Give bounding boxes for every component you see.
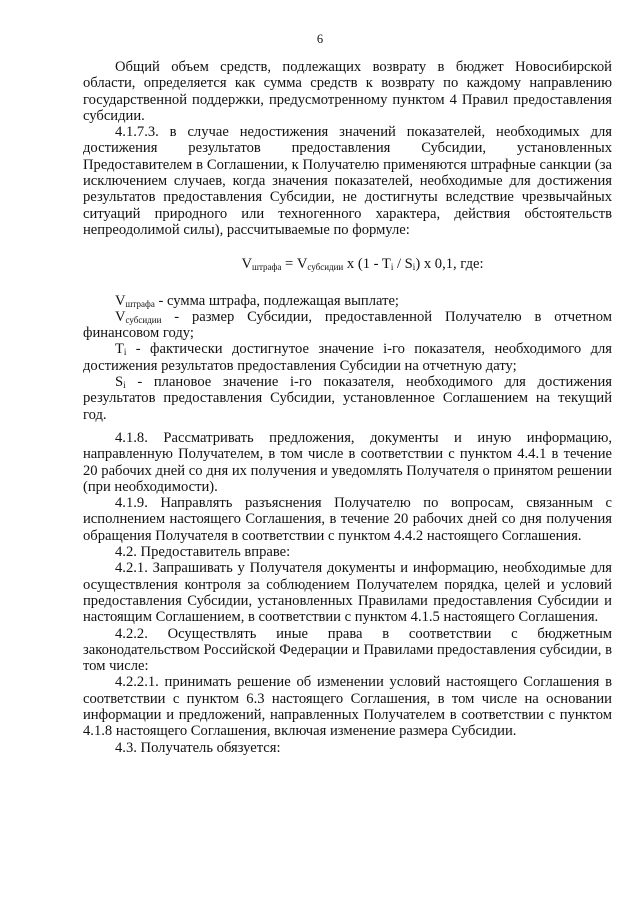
formula-slash: / S [393, 256, 413, 273]
def-s-text: - плановое значение i-го показателя, необходимого для достижения результатов предоставления Субсидии, установленное Соглашением на текущий год. [83, 374, 612, 423]
formula-v: V [241, 256, 253, 273]
section-gap [83, 423, 612, 430]
def-s-sub: i [123, 380, 126, 391]
definition-t: $T_i$ - фактически достигнутое значение i-го показателя, необходимого для достижения результатов предоставления Субсидии на отчетную дату; [83, 341, 612, 374]
document-body [83, 59, 612, 756]
def-t-sub: i [123, 347, 127, 358]
formula-v2: V [296, 256, 308, 273]
formula-sub-si: i [412, 262, 416, 273]
paragraph-4-2-1: 4.2.1. Запрашивать у Получателя документы и информацию, необходимые для осуществления контроля за соблюдением Получателем порядка, целей и условий предоставления Субсидии, установленных Правилами предоставления Субсидии и настоящим Соглашением, в соответствии с пунктом 4.1.5 настоящего Соглашения. [83, 560, 612, 626]
paragraph-4-2-2-1: 4.2.2.1. принимать решение об изменении условий настоящего Соглашения в соответствии с пунктом 6.3 настоящего Соглашения, в том числе на основании информации и предложений, направленных Получателем в соответствии с пунктом 4.1.8 настоящего Соглашения, включая изменение размера Субсидии. [83, 674, 612, 740]
def-fine-symbol: V [115, 292, 126, 309]
formula-sub-fine: штрафа [252, 262, 282, 273]
formula-sub-ti: i [390, 262, 394, 273]
def-subsidy-sub: субсидии [125, 314, 162, 325]
page-number: 6 [316, 32, 324, 46]
paragraph-4-1-7-3: 4.1.7.3. в случае недостижения значений показателей, необходимых для достижения результатов предоставления Субсидии, установленных Предоставителем в Соглашении, к Получателю применяются штрафные санкции (за исключением случаев, когда значения показателей, необходимые для достижения результатов предоставления Субсидии, не достигнуты вследствие чрезвычайных ситуаций природного или техногенного характера, действия обстоятельств непреодолимой силы), рассчитываемые по формуле: [83, 124, 612, 238]
formula-mid: x (1 - T [343, 256, 391, 273]
paragraph-refund-total: Общий объем средств, подлежащих возврату в бюджет Новосибирской области, определяется как сумма средств к возврату по каждому направлению государственной поддержки, предусмотренному пунктом 4 Правил предоставления субсидии. [83, 59, 612, 124]
def-fine-sub: штрафа [125, 298, 155, 309]
paragraph-4-1-8: 4.1.8. Рассматривать предложения, документы и иную информацию, направленную Получателем, в том числе в соответствии с пунктом 4.4.1 в течение 20 рабочих дней со дня их получения и уведомлять Получателя о принятом решении (при необходимости). [83, 429, 612, 495]
formula-tail: ) x 0,1, где: [415, 256, 484, 273]
def-subsidy-symbol: V [115, 308, 126, 325]
fine-formula [83, 256, 612, 272]
def-subsidy-text: - размер Субсидии, предоставленной Получателю в отчетном финансовом году; [83, 308, 612, 342]
formula-eq: = [281, 256, 297, 273]
definition-v-subsidy [83, 309, 612, 342]
paragraph-4-1-9: 4.1.9. Направлять разъяснения Получателю по вопросам, связанным с исполнением настоящего Соглашения, в течение 20 рабочих дней со дня получения обращения Получателя в соответствии с пунктом 4.4.2 настоящего Соглашения. [83, 495, 612, 544]
definition-v-fine [83, 293, 612, 309]
def-t-text: - фактически достигнутое значение i-го показателя, необходимого для достижения результатов предоставления Субсидии на отчетную дату; [83, 341, 612, 374]
paragraph-4-2-2: 4.2.2. Осуществлять иные права в соответствии с бюджетным законодательством Российской Федерации и Правилами предоставления субсидии, в том числе: [83, 625, 612, 675]
def-fine-text: - сумма штрафа, подлежащая выплате; [154, 292, 399, 309]
formula-sub-subsidy: субсидии [307, 262, 344, 273]
paragraph-4-2: 4.2. Предоставитель вправе: [115, 544, 291, 561]
paragraph-4-3: 4.3. Получатель обязуется: [115, 739, 281, 756]
definition-s: $S_i$ - плановое значение i-го показателя, необходимого для достижения результатов предоставления Субсидии, установленное Соглашением на текущий год. [83, 374, 612, 423]
